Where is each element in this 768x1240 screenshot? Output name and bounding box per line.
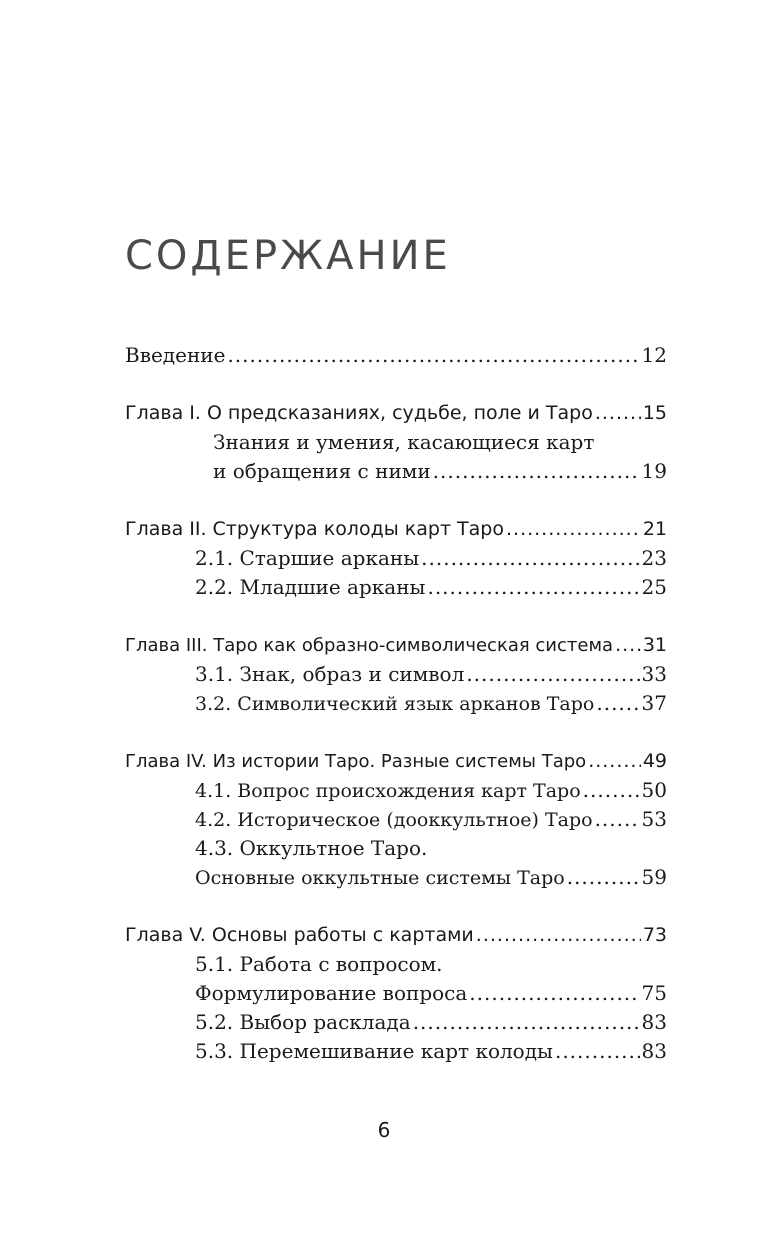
dot-leader [421, 543, 639, 573]
toc-entry-page: 50 [641, 778, 667, 802]
dot-leader [595, 398, 641, 428]
toc-chapter-page: 31 [642, 634, 667, 656]
toc-entry-label: 3.1. Знак, образ и символ [195, 662, 465, 686]
toc-entry-page: 33 [641, 662, 667, 686]
toc-chapter-label: Глава V. Основы работы с картами [125, 924, 474, 946]
toc-entry-page: 19 [641, 459, 667, 483]
toc-entry-page: 83 [641, 1010, 667, 1034]
dot-leader [427, 572, 639, 602]
page-number: 6 [377, 1118, 391, 1142]
toc-chapter-3 [125, 630, 667, 660]
toc-entry-label-line1: 5.1. Работа с вопросом. [195, 952, 443, 976]
dot-leader [227, 340, 639, 370]
toc-entry-5-3 [195, 1036, 667, 1066]
toc-entry-label: 3.2. Символический язык арканов Таро [195, 693, 595, 715]
toc-chapter-1 [125, 398, 667, 428]
toc-entry-4-3 [195, 862, 667, 892]
toc-entry-label: Формулирование вопроса [195, 981, 468, 1005]
toc-chapter-page: 73 [642, 924, 667, 946]
toc-entry-label: и обращения с ними [213, 459, 431, 483]
dot-leader [476, 920, 641, 950]
toc-chapter-5 [125, 920, 667, 950]
toc-chapter-label: Глава I. О предсказаниях, судьбе, поле и Таро [125, 402, 593, 424]
toc-entry-5-2 [195, 1007, 667, 1037]
dot-leader [596, 688, 639, 718]
toc-entry-label: 5.3. Перемешивание карт колоды [195, 1039, 553, 1063]
toc-entry-label: 4.1. Вопрос происхождения карт Таро [195, 780, 581, 802]
toc-entry-page: 59 [641, 865, 667, 889]
toc-entry-page: 25 [641, 575, 667, 599]
toc-entry-label: 2.2. Младшие арканы [195, 575, 426, 599]
toc-entry-label: 2.1. Старшие арканы [195, 546, 420, 570]
toc-entry-label: 4.2. Историческое (дооккультное) Таро [195, 809, 593, 831]
toc-chapter-label: Глава II. Структура колоды карт Таро [125, 518, 504, 540]
toc-entry-4-2 [195, 804, 667, 834]
toc-chapter-4 [125, 746, 667, 776]
page-title: СОДЕРЖАНИЕ [125, 233, 451, 279]
toc-chapter-page: 15 [642, 402, 667, 424]
dot-leader [413, 1007, 640, 1037]
dot-leader [469, 978, 639, 1008]
toc-entry-3-1 [195, 659, 667, 689]
toc-entry-label: Основные оккультные системы Таро [195, 867, 565, 889]
toc-entry-1-1 [213, 456, 667, 486]
toc-chapter-2 [125, 514, 667, 544]
toc-entry-label-line1: Знания и умения, касающиеся карт [213, 430, 595, 454]
toc-entry-page: 37 [641, 691, 667, 715]
dot-leader [567, 862, 640, 892]
toc-entry-3-2 [195, 688, 667, 718]
dot-leader [595, 804, 640, 834]
toc-entry-2-2 [195, 572, 667, 602]
dot-leader [583, 775, 640, 805]
toc-entry-label-line1: 4.3. Оккультное Таро. [195, 836, 428, 860]
toc-entry-label: Введение [125, 343, 226, 367]
toc-entry-page: 23 [641, 546, 667, 570]
toc-entry-4-1 [195, 775, 667, 805]
toc-entry-label: 5.2. Выбор расклада [195, 1010, 411, 1034]
dot-leader [506, 514, 641, 544]
dot-leader [433, 456, 640, 486]
toc-chapter-page: 21 [642, 518, 667, 540]
toc-entry-5-1 [195, 978, 667, 1008]
toc-entry-page: 83 [641, 1039, 667, 1063]
dot-leader [466, 659, 639, 689]
toc-entry-page: 75 [641, 981, 667, 1005]
toc-chapter-label: Глава III. Таро как образно-символическая система [125, 635, 614, 656]
toc-entry-intro [125, 340, 667, 370]
toc-entry-page: 12 [641, 343, 667, 367]
toc-entry-2-1 [195, 543, 667, 573]
dot-leader [615, 630, 641, 660]
toc-chapter-label: Глава IV. Из истории Таро. Разные системы Таро [125, 751, 587, 772]
toc-entry-page: 53 [641, 807, 667, 831]
dot-leader [555, 1036, 640, 1066]
toc-chapter-page: 49 [642, 750, 667, 772]
dot-leader [588, 746, 641, 776]
